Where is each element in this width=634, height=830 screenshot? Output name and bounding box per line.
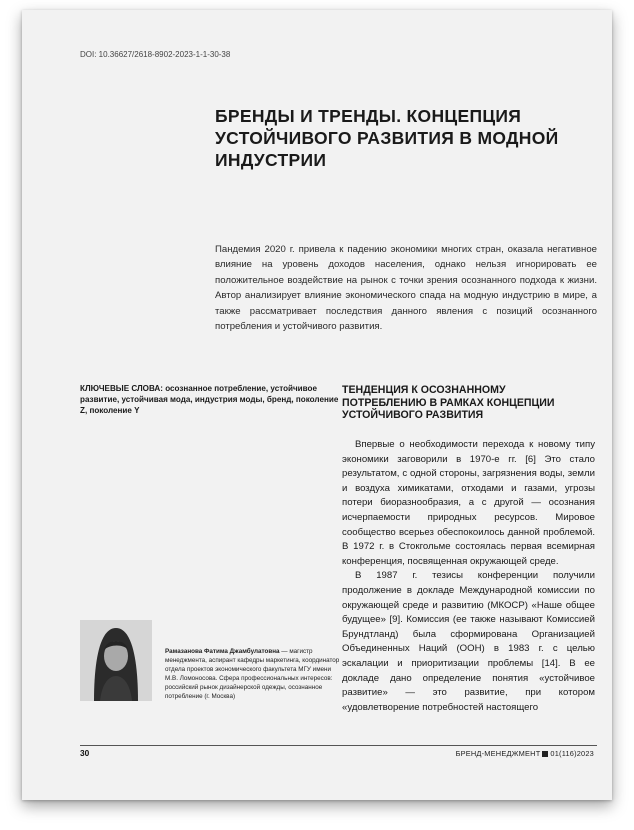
doi: DOI: 10.36627/2618-8902-2023-1-1-30-38 [80,50,231,59]
paragraph: Впервые о необходимости перехода к новому типу экономики заговорили в 1970-е гг. [6] Это стало результатом, с одной стороны, загрязнения воды, земли и воздуха химикатами, отходами и газами, угрозы потери биоразнообразия, а с другой — осознания исчерпаемости природных ресурсов. Мировое сообщество всерьез обеспокоилось данной проблемой. В 1972 г. в Стокгольме состоялась первая всемирная конференция, посвященная окружающей среде. [342,439,595,567]
abstract: Пандемия 2020 г. привела к падению экономики многих стран, оказала негативное влияние на уровень доходов населения, однако нельзя игнорировать ее положительное воздействие на рынок с точки зрения осознанного подхода к жизни. Автор анализирует влияние экономического спада на модную индустрию в мире, а также рассматривает последствия данного явления с позиций осознанного потребления и устойчивого развития. [215,244,597,333]
author-portrait-icon [80,620,152,701]
author-photo [80,620,152,701]
journal-footer [456,749,594,758]
footer-divider [80,745,597,746]
section-body [342,438,595,715]
journal-name: БРЕНД-МЕНЕДЖМЕНТ [455,749,541,758]
keywords-text: осознанное потребление, устойчивое развитие, устойчивая мода, индустрия моды, бренд, поколение Z, поколение Y [80,384,339,415]
issue-number: 01(116)2023 [550,749,594,758]
section-title: ТЕНДЕНЦИЯ К ОСОЗНАННОМУ ПОТРЕБЛЕНИЮ В РАМКАХ КОНЦЕПЦИИ УСТОЙЧИВОГО РАЗВИТИЯ [342,384,555,422]
page-number: 30 [80,748,90,758]
author-name: Рамазанова Фатима Джамбулатовна [165,648,280,655]
author-info [165,647,343,701]
author-bio: — магистр менеджмента, аспирант кафедры маркетинга, координатор отдела проектов экономического факультета МГУ имени М.В. Ломоносова. Сфера профессиональных интересов: российский рынок дизайнерской одежды, осознанное потребление (г. Москва) [165,648,340,700]
square-icon [542,751,548,757]
keywords-label: КЛЮЧЕВЫЕ СЛОВА: [80,384,163,393]
keywords [80,383,342,416]
journal-page [22,10,612,800]
article-title: БРЕНДЫ И ТРЕНДЫ. КОНЦЕПЦИЯ УСТОЙЧИВОГО РАЗВИТИЯ В МОДНОЙ ИНДУСТРИИ [215,106,559,170]
paragraph: В 1987 г. тезисы конференции получили продолжение в докладе Международной комиссии по окружающей среде и развитию (МКОСР) «Наше общее будущее» [9]. Комиссия (ее также называют Комиссией Брундтланд) была сформирована Организацией Объединенных Наций (ООН) в 1983 г. с целью эскалации и приоритизации проблемы [14]. В ее докладе дано определение понятия «устойчивое развитие» — это развитие, при котором «удовлетворение потребностей настоящего [342,570,595,713]
